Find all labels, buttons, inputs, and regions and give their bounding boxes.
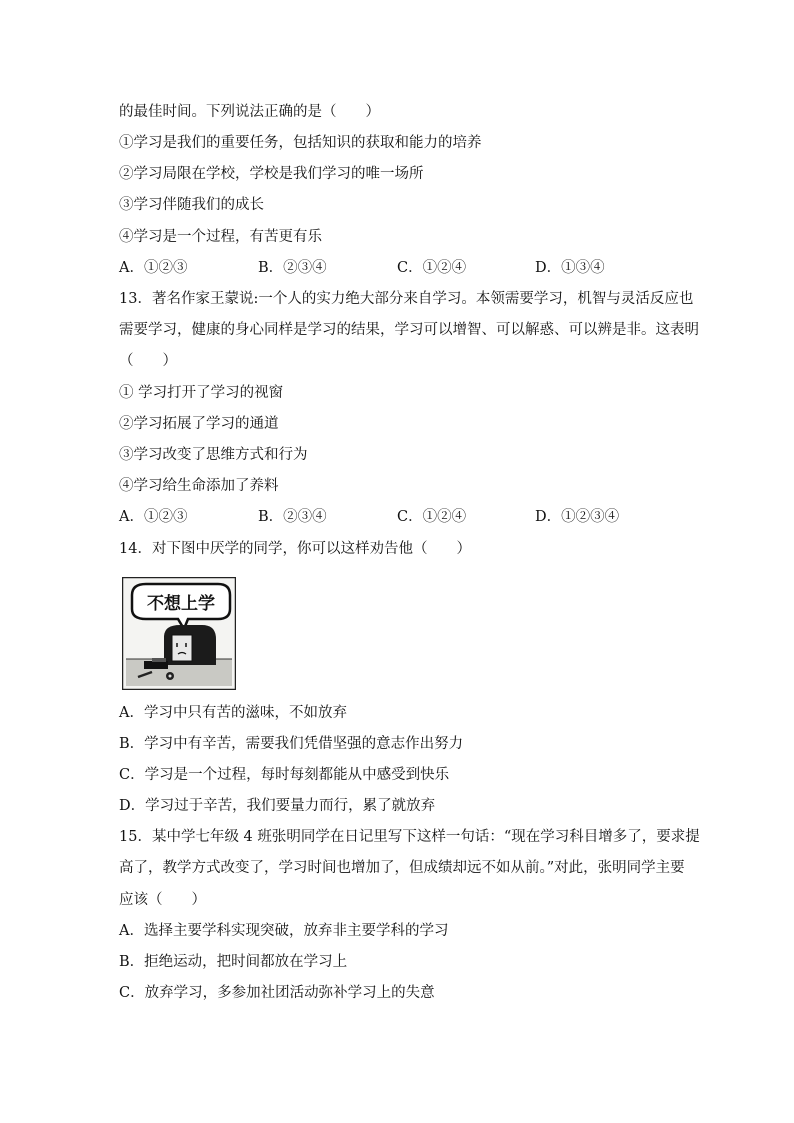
q12-item-4: ④学习是一个过程，有苦更有乐 xyxy=(119,229,322,245)
q15-stem-line-1: 15．某中学七年级 4 班张明同学在日记里写下这样一句话：“现在学习科目增多了，要求提 xyxy=(119,829,700,845)
q15-option-c: C．放弃学习，多参加社团活动弥补学习上的失意 xyxy=(119,985,435,1001)
q14-option-d: D．学习过于辛苦，我们要量力而行，累了就放弃 xyxy=(119,798,436,814)
q12-stem-tail: 的最佳时间。下列说法正确的是（ ） xyxy=(119,104,380,120)
q13-option-c: C．①②④ xyxy=(397,509,467,525)
q12-item-3: ③学习伴随我们的成长 xyxy=(119,197,264,213)
q15-stem-line-3: 应该（ ） xyxy=(119,892,206,908)
q13-option-b: B．②③④ xyxy=(258,509,327,525)
q15-stem-line-2: 高了，教学方式改变了，学习时间也增加了，但成绩却远不如从前。”对此，张明同学主要 xyxy=(119,860,685,876)
q13-item-2: ②学习拓展了学习的通道 xyxy=(119,416,279,432)
q14-option-b: B．学习中有辛苦，需要我们凭借坚强的意志作出努力 xyxy=(119,736,464,752)
q13-stem-line-2: 需要学习，健康的身心同样是学习的结果，学习可以增智、可以解惑、可以辨是非。这表明 xyxy=(119,322,699,338)
q12-option-d: D．①③④ xyxy=(535,260,605,276)
q13-item-3: ③学习改变了思维方式和行为 xyxy=(119,447,308,463)
q12-option-a: A．①②③ xyxy=(119,260,188,276)
q13-option-a: A．①②③ xyxy=(119,509,188,525)
q13-item-1: ① 学习打开了学习的视窗 xyxy=(119,385,284,401)
q13-stem-line-1: 13．著名作家王蒙说:一个人的实力绝大部分来自学习。本领需要学习，机智与灵活反应也 xyxy=(119,291,694,307)
q12-item-1: ①学习是我们的重要任务，包括知识的获取和能力的培养 xyxy=(119,135,482,151)
speech-bubble-text: 不想上学 xyxy=(147,594,215,614)
q13-stem-line-3: （ ） xyxy=(119,353,177,369)
q13-item-4: ④学习给生命添加了养料 xyxy=(119,478,279,494)
q14-option-a: A．学习中只有苦的滋味，不如放弃 xyxy=(119,705,347,721)
q14-option-c: C．学习是一个过程，每时每刻都能从中感受到快乐 xyxy=(119,767,450,783)
q12-item-2: ②学习局限在学校，学校是我们学习的唯一场所 xyxy=(119,166,424,182)
q14-stem: 14．对下图中厌学的同学，你可以这样劝告他（ ） xyxy=(119,541,471,557)
q12-option-b: B．②③④ xyxy=(258,260,327,276)
q12-option-c: C．①②④ xyxy=(397,260,467,276)
q13-option-d: D．①②③④ xyxy=(535,509,620,525)
reluctant-student-illustration xyxy=(122,577,236,690)
q15-option-a: A．选择主要学科实现突破，放弃非主要学科的学习 xyxy=(119,923,449,939)
q15-option-b: B．拒绝运动，把时间都放在学习上 xyxy=(119,954,348,970)
